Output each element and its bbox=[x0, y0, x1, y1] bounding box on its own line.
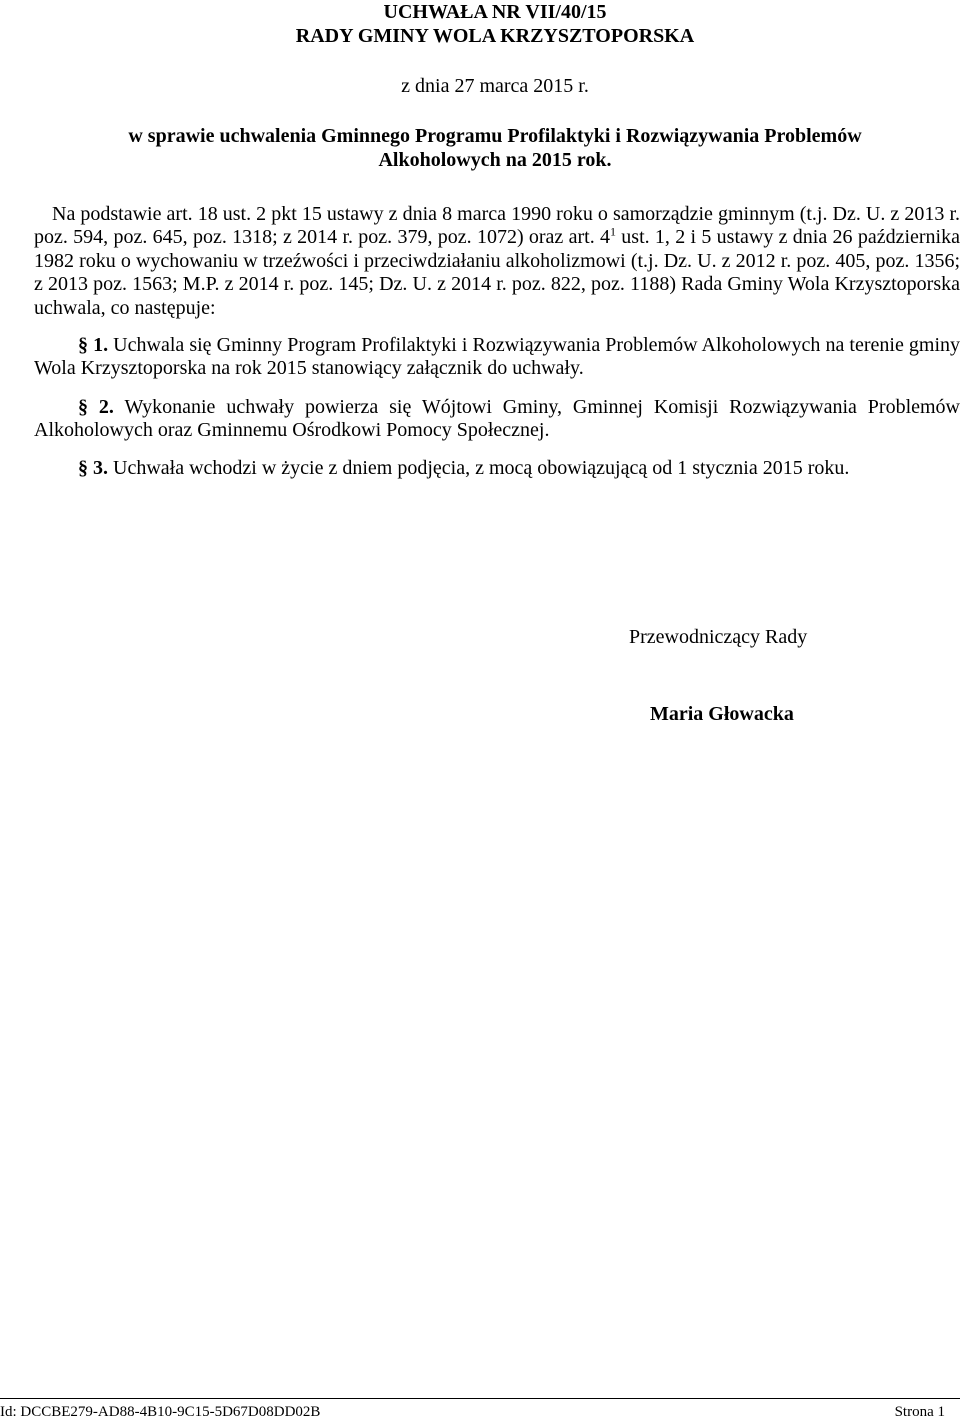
resolution-title bbox=[0, 0, 960, 48]
section-1-number: § 1. bbox=[78, 334, 109, 357]
preamble-paragraph bbox=[34, 203, 960, 320]
resolution-subject bbox=[0, 124, 960, 172]
section-2-number: § 2. bbox=[78, 395, 114, 418]
subject-line-2: Alkoholowych na 2015 rok. bbox=[378, 149, 612, 171]
preamble-text-part1: Na podstawie art. 18 ust. 2 pkt 15 ustawy z dnia 8 marca 1990 roku o samorządzie gminnym (t.j. Dz. U. z 2013 r. poz. 594, poz. 645, poz. 1318; z 2014 r. poz. 379, poz. 1072) oraz art. 4 bbox=[34, 203, 960, 249]
document-id: Id: DCCBE279-AD88-4B10-9C15-5D67D08DD02B bbox=[0, 1404, 321, 1420]
subject-line-1: w sprawie uchwalenia Gminnego Programu Profilaktyki i Rozwiązywania Problemów bbox=[128, 125, 862, 147]
preamble-text-part2: ust. 1, 2 i 5 ustawy z dnia 26 października 1982 roku o wychowaniu w trzeźwości i przeciwdziałaniu alkoholizmowi (t.j. Dz. U. z 2012 r. poz. 405, poz. 1356; z 2013 poz. 1563; M.P. z 2014 r. poz. 145; Dz. U. z 2014 r. poz. 822, poz. 1188) Rada Gminy Wola Krzysztoporska uchwala, co następuje: bbox=[34, 226, 960, 319]
preamble-superscript: 1 bbox=[610, 224, 616, 239]
section-2 bbox=[34, 396, 960, 443]
section-3-number: § 3. bbox=[78, 456, 108, 479]
section-1-text: Uchwala się Gminny Program Profilaktyki i Rozwiązywania Problemów Alkoholowych na terenie gminy Wola Krzysztoporska na rok 2015 stanowiący załącznik do uchwały. bbox=[34, 334, 960, 380]
page-number: Strona 1 bbox=[894, 1404, 945, 1420]
section-3 bbox=[34, 457, 960, 480]
resolution-body bbox=[34, 203, 960, 480]
signature-name: Maria Głowacka bbox=[650, 703, 794, 725]
section-3-text: Uchwała wchodzi w życie z dniem podjęcia, z mocą obowiązującą od 1 stycznia 2015 roku. bbox=[108, 456, 850, 479]
section-1 bbox=[34, 334, 960, 381]
footer-divider bbox=[0, 1398, 960, 1399]
title-line-2: RADY GMINY WOLA KRZYSZTOPORSKA bbox=[295, 25, 695, 47]
resolution-date: z dnia 27 marca 2015 r. bbox=[401, 75, 589, 97]
section-2-text: Wykonanie uchwały powierza się Wójtowi Gminy, Gminnej Komisji Rozwiązywania Problemów Alkoholowych oraz Gminnemu Ośrodkowi Pomocy Społecznej. bbox=[34, 395, 960, 442]
title-line-1: UCHWAŁA NR VII/40/15 bbox=[383, 1, 607, 23]
signature-role: Przewodniczący Rady bbox=[629, 626, 808, 648]
